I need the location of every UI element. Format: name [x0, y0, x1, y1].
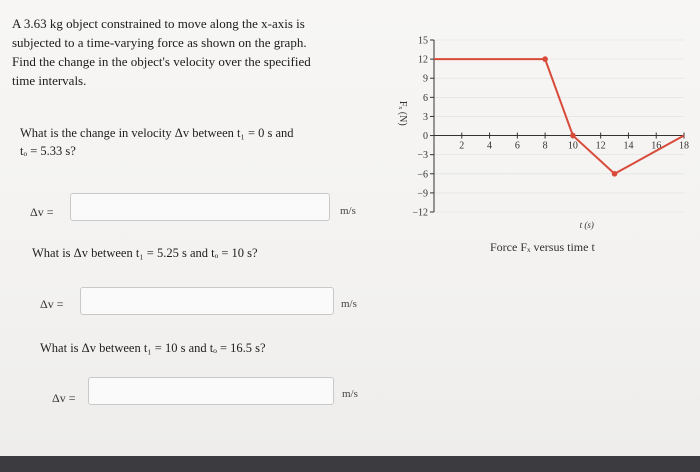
x-tick-label: 8	[542, 140, 548, 152]
x-tick-label: 18	[679, 140, 689, 152]
unit-label: m/s	[341, 298, 357, 310]
x-tick-label: 14	[623, 140, 634, 152]
delta-v-label: Δv =	[52, 391, 76, 405]
problem-line: subjected to a time-varying force as shown on the graph.	[12, 35, 307, 50]
question-text: What is Δv between t₁ = 10 s and tₒ = 16.5 s?	[40, 341, 266, 355]
y-tick-label: −9	[417, 188, 428, 200]
chart-caption: Force Fₓ versus time t	[490, 240, 595, 254]
x-axis-label: t (s)	[579, 220, 594, 230]
unit-label: m/s	[340, 205, 356, 217]
data-point	[612, 171, 618, 177]
question-text: tₒ = 5.33 s?	[20, 144, 76, 158]
y-tick-label: −6	[417, 169, 428, 181]
x-tick-label: 12	[595, 140, 606, 152]
question-text: What is Δv between t₁ = 5.25 s and tₒ = 10 s?	[32, 246, 258, 260]
data-point	[570, 133, 576, 139]
question-2	[32, 244, 372, 262]
question-3	[40, 339, 380, 357]
question-text: What is the change in velocity Δv between t₁ = 0 s and	[20, 126, 294, 140]
y-tick-label: 12	[418, 54, 428, 66]
question-1	[20, 124, 350, 160]
y-tick-label: 15	[418, 35, 428, 47]
problem-line: Find the change in the object's velocity over the specified	[12, 54, 311, 69]
y-tick-label: 0	[423, 131, 428, 143]
y-axis-label: Fₓ (N)	[397, 100, 408, 126]
x-tick-label: 10	[567, 140, 578, 152]
delta-v-label: Δv =	[30, 205, 54, 219]
answer-input-2[interactable]	[80, 287, 334, 315]
answer-input-3[interactable]	[88, 377, 334, 405]
x-tick-label: 4	[487, 140, 493, 152]
answer-input-1[interactable]	[70, 193, 330, 221]
unit-label: m/s	[342, 388, 358, 400]
y-tick-label: −3	[417, 150, 428, 162]
y-tick-label: −12	[412, 207, 428, 219]
y-tick-label: 3	[423, 111, 428, 123]
data-point	[542, 56, 548, 62]
problem-statement	[12, 14, 352, 90]
problem-line: time intervals.	[12, 73, 87, 88]
force-time-chart	[372, 20, 694, 235]
x-tick-label: 16	[651, 140, 662, 152]
problem-line: A 3.63 kg object constrained to move along the x-axis is	[12, 16, 305, 31]
delta-v-label: Δv =	[40, 297, 64, 311]
y-tick-label: 9	[423, 73, 428, 85]
bottom-bar	[0, 456, 700, 472]
x-tick-label: 6	[514, 140, 520, 152]
x-tick-label: 2	[459, 140, 465, 152]
y-tick-label: 6	[423, 92, 428, 104]
